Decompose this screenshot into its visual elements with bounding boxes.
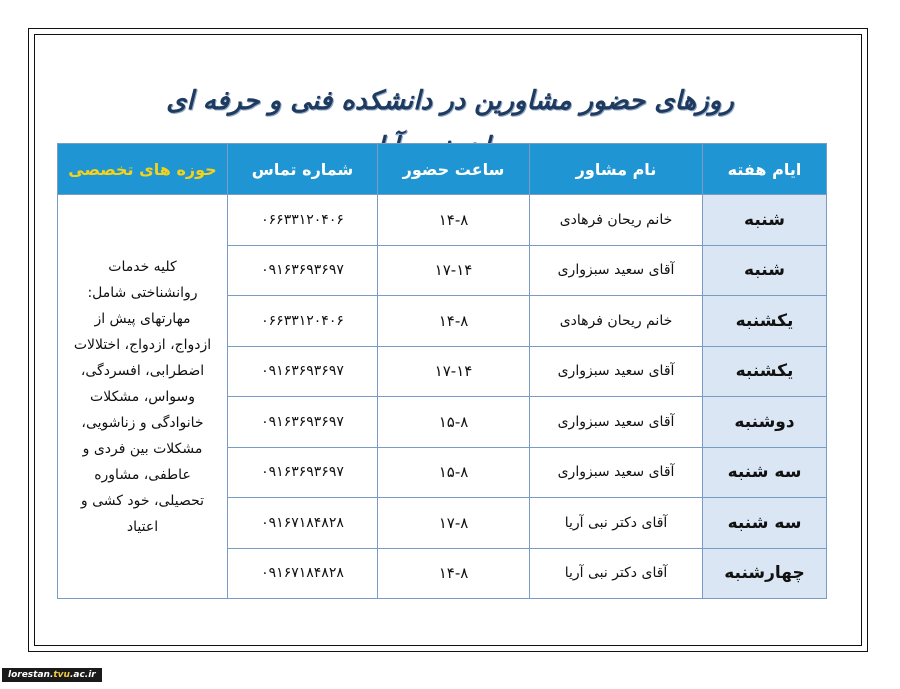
specialty-line: ازدواج، ازدواج، اختلالات: [73, 336, 212, 353]
row-day: دوشنبه: [703, 397, 827, 448]
counselor-schedule-table: [57, 143, 827, 599]
specialty-line: روانشناختی شامل:: [87, 284, 198, 301]
row-phone: ۰۶۶۳۳۱۲۰۴۰۶: [228, 296, 378, 347]
header-specialty: حوزه های تخصصی: [58, 144, 228, 195]
specialty-cell: [58, 195, 228, 599]
row-phone: ۰۶۶۳۳۱۲۰۴۰۶: [228, 195, 378, 246]
row-hours: ۱۷-۱۴: [378, 245, 530, 296]
row-counselor: آقای سعید سبزواری: [530, 245, 703, 296]
row-phone: ۰۹۱۶۳۶۹۳۶۹۷: [228, 397, 378, 448]
site-url-tag[interactable]: [2, 668, 102, 682]
row-day: سه شنبه: [703, 447, 827, 498]
row-phone: ۰۹۱۶۳۶۹۳۶۹۷: [228, 245, 378, 296]
site-url-suffix: .ac.ir: [69, 670, 96, 680]
row-hours: ۱۴-۸: [378, 548, 530, 599]
row-hours: ۱۴-۸: [378, 195, 530, 246]
row-day: شنبه: [703, 195, 827, 246]
row-counselor: خانم ریحان فرهادی: [530, 296, 703, 347]
header-hours: ساعت حضور: [378, 144, 530, 195]
row-counselor: آقای سعید سبزواری: [530, 447, 703, 498]
specialty-line: خانوادگی و زناشویی،: [81, 414, 204, 431]
row-phone: ۰۹۱۶۳۶۹۳۶۹۷: [228, 346, 378, 397]
row-counselor: آقای دکتر نبی آریا: [530, 498, 703, 549]
row-phone: ۰۹۱۶۷۱۸۴۸۲۸: [228, 498, 378, 549]
row-phone: ۰۹۱۶۷۱۸۴۸۲۸: [228, 548, 378, 599]
page-title: روزهای حضور مشاورین در دانشکده فنی و حرفه ای: [166, 86, 734, 116]
header-counselor: نام مشاور: [530, 144, 703, 195]
header-phone: شماره تماس: [228, 144, 378, 195]
table-row: [58, 195, 827, 246]
specialty-line: اضطرابی، افسردگی،: [80, 362, 205, 379]
specialty-line: مشکلات بین فردی و: [82, 440, 203, 457]
row-hours: ۱۵-۸: [378, 397, 530, 448]
row-counselor: آقای سعید سبزواری: [530, 346, 703, 397]
site-url-accent: tvu: [53, 670, 70, 680]
row-day: یکشنبه: [703, 296, 827, 347]
row-day: چهارشنبه: [703, 548, 827, 599]
row-day: یکشنبه: [703, 346, 827, 397]
specialty-line: اعتیاد: [126, 518, 159, 535]
specialty-line: عاطفی، مشاوره: [94, 466, 191, 483]
specialty-line: وسواس، مشکلات: [90, 388, 195, 405]
row-hours: ۱۴-۸: [378, 296, 530, 347]
specialty-line: کلیه خدمات: [108, 258, 177, 275]
specialty-line: تحصیلی، خود کشی و: [80, 492, 205, 509]
row-day: شنبه: [703, 245, 827, 296]
row-hours: ۱۵-۸: [378, 447, 530, 498]
header-day: ایام هفته: [703, 144, 827, 195]
site-url-prefix: lorestan.: [8, 670, 54, 680]
row-counselor: آقای دکتر نبی آریا: [530, 548, 703, 599]
row-phone: ۰۹۱۶۳۶۹۳۶۹۷: [228, 447, 378, 498]
row-hours: ۱۷-۱۴: [378, 346, 530, 397]
row-hours: ۱۷-۸: [378, 498, 530, 549]
specialty-line: مهارتهای پیش از: [94, 310, 191, 327]
row-day: سه شنبه: [703, 498, 827, 549]
row-counselor: خانم ریحان فرهادی: [530, 195, 703, 246]
row-counselor: آقای سعید سبزواری: [530, 397, 703, 448]
table-header-row: [58, 144, 827, 195]
